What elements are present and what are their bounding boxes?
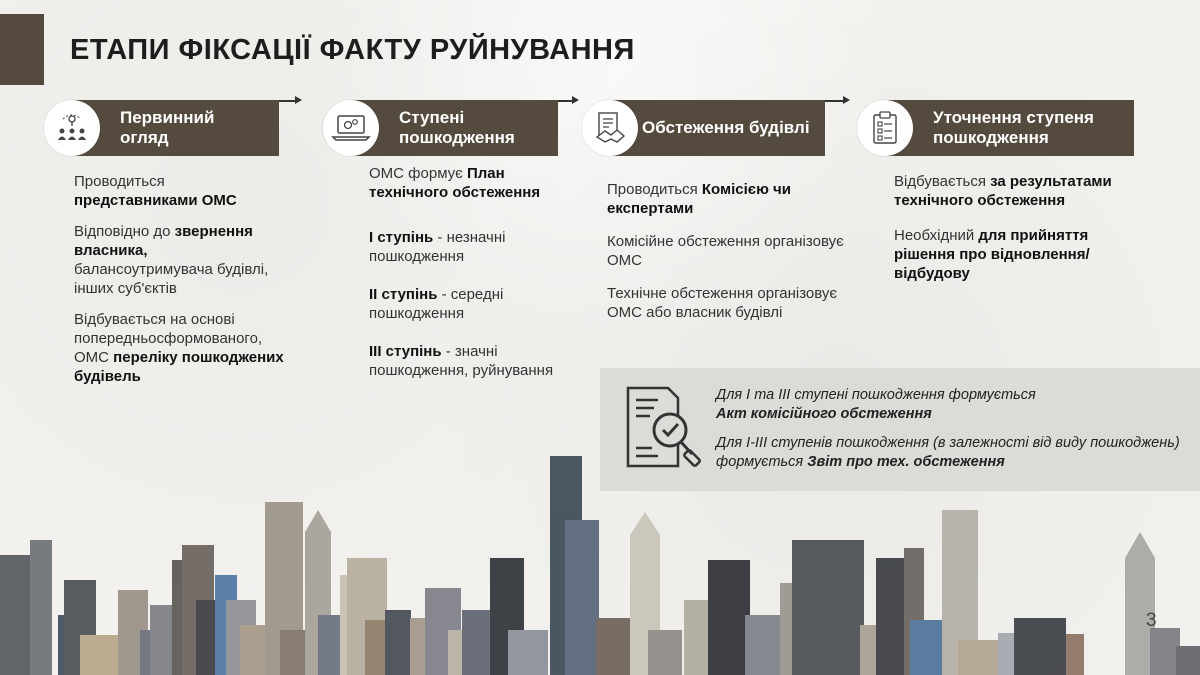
step-header-4 — [857, 100, 1134, 156]
col4-paragraph-2: Необхідний для прийняття рішення про відновлення/відбудову — [894, 227, 1090, 282]
col1-paragraph-1: Проводиться представниками ОМС — [74, 173, 237, 209]
step-header-1 — [44, 100, 279, 156]
column-damage-degrees — [369, 164, 579, 392]
step-title-1: Первинний огляд — [120, 108, 215, 147]
column-building-survey — [607, 180, 847, 334]
people-location-icon — [44, 100, 100, 156]
arrow-head-2 — [572, 96, 579, 104]
laptop-gears-icon — [323, 100, 379, 156]
col4-paragraph-1: Відбувається за результатами технічного обстеження — [894, 173, 1112, 209]
step-title-3: Обстеження будівлі — [642, 118, 810, 137]
col2-paragraph-4: ІІІ ступінь - значні пошкодження, руйнування — [369, 343, 554, 379]
column-damage-clarification — [894, 172, 1134, 295]
col2-paragraph-3: ІІ ступінь - середні пошкодження — [369, 286, 504, 322]
step-bar-2 — [351, 100, 558, 156]
col1-paragraph-2: Відповідно до звернення власника, балансоутримувача будівлі, інших суб'єктів — [74, 223, 269, 297]
col3-paragraph-3: Технічне обстеження організовує ОМС або власник будівлі — [607, 285, 838, 321]
arrow-head-3 — [843, 96, 850, 104]
col1-paragraph-3: Відбувається на основі попередньосформованого, ОМС переліку пошкоджених будівель — [74, 311, 284, 385]
step-title-2: Ступені пошкодження — [399, 108, 515, 147]
checklist-clipboard-icon — [857, 100, 913, 156]
col3-paragraph-1: Проводиться Комісією чи експертами — [607, 181, 791, 217]
city-skyline-illustration — [0, 440, 1200, 675]
step-bar-4 — [885, 100, 1134, 156]
page-title: ЕТАПИ ФІКСАЦІЇ ФАКТУ РУЙНУВАННЯ — [70, 34, 635, 66]
step-header-3 — [582, 100, 825, 156]
step-title-4: Уточнення ступеня пошкодження — [933, 108, 1094, 147]
col2-paragraph-1: ОМС формує План технічного обстеження — [369, 165, 541, 201]
col3-paragraph-2: Комісійне обстеження організовує ОМС — [607, 233, 844, 269]
column-initial-inspection — [74, 172, 289, 398]
corner-accent-block — [0, 14, 44, 85]
step-bar-3 — [610, 100, 825, 156]
info-line-1: Для І та ІІІ ступені пошкодження формується Акт комісійного обстеження — [716, 387, 1036, 422]
page-number: 3 — [1146, 610, 1157, 631]
step-bar-1 — [72, 100, 279, 156]
handshake-document-icon — [582, 100, 638, 156]
arrow-head-1 — [295, 96, 302, 104]
step-header-2 — [323, 100, 558, 156]
col2-paragraph-2: І ступінь - незначні пошкодження — [369, 229, 506, 265]
flow-arrow-3 — [825, 100, 845, 102]
info-line-2: Для І-ІІІ ступенів пошкодження (в залежності від виду пошкоджень) формується Звіт про тех. обстеження — [716, 435, 1180, 470]
